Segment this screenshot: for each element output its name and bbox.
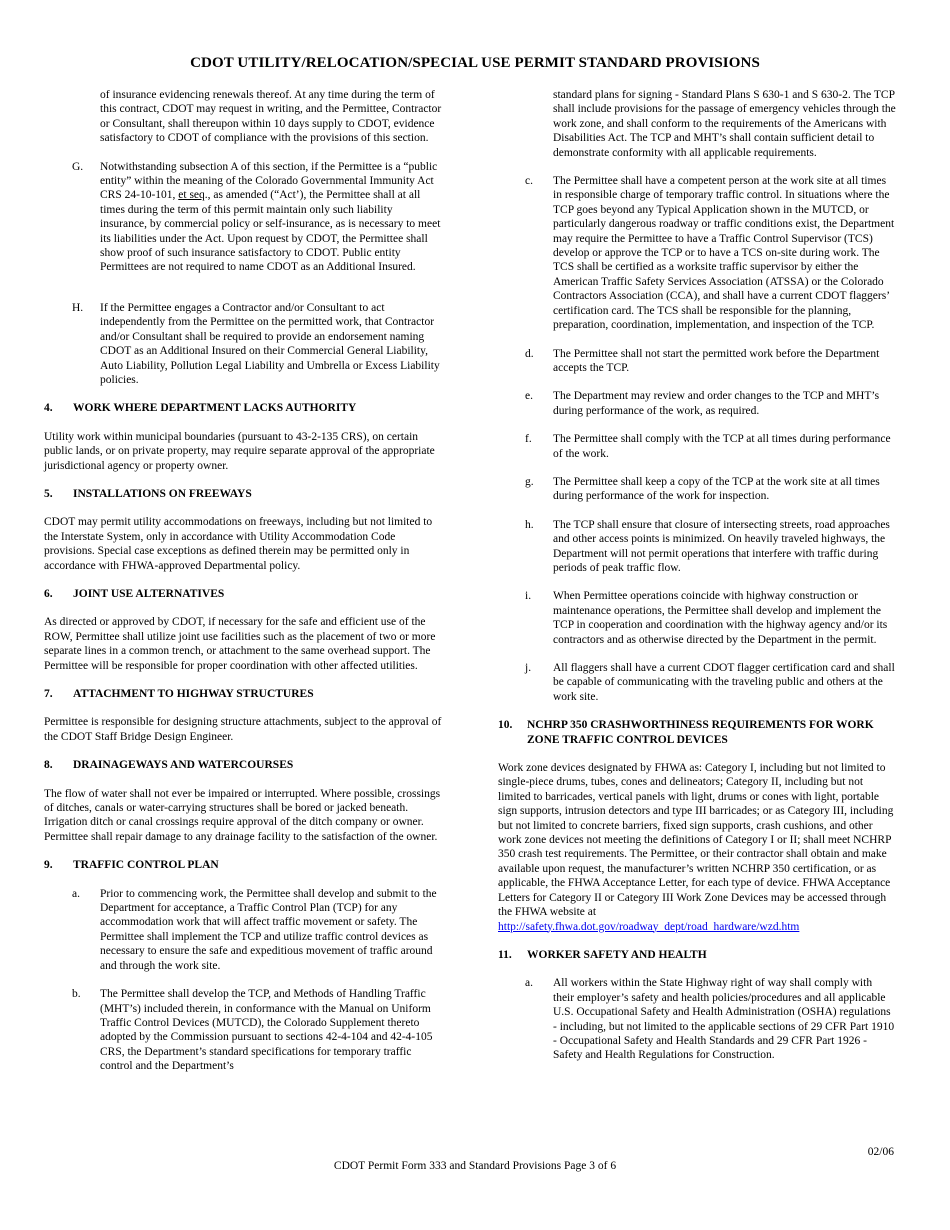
item-text: Notwithstanding subsection A of this section, if the Permittee is a “public entity” within the meaning of the Colorado Governmental Immunity Act CRS 24-10-101, et seq., as amended (“Act’), the Permittee shall at all times during the term of this permit maintain only such liability insurance, by commercial policy or self-insurance, as is necessary to meet its liabilities under the Act. Upon request by CDOT, the Permittee shall show proof of such insurance satisfactory to CDOT. Public entity Permittees are not required to name CDOT as an Additional Insured. [100, 160, 441, 274]
item-label: G. [72, 160, 84, 173]
item-label: c. [525, 175, 533, 188]
section-text-8: The flow of water shall not ever be impaired or interrupted. Where possible, crossings of ditches, canals or water-carrying structures shall be bored or jacked beneath. Irrigation ditch or canal crossings require approval of the ditch company or owner. Permittee shall repair damage to any drainage facility to the satisfaction of the owner. [44, 787, 441, 843]
tcp-item-b [44, 987, 442, 1073]
item-text: The Permittee shall not start the permitted work before the Department accepts the TCP. [553, 347, 880, 374]
section-text-5: CDOT may permit utility accommodations on freeways, including but not limited to the Interstate System, only in accordance with Utility Accommodation Code provisions. Special case exceptions as defined therein may be permitted only in accordance with FHWA-approved Departmental policy. [44, 516, 433, 572]
item-label: i. [525, 590, 532, 603]
tcp-item-g [498, 475, 896, 504]
tcp-item-c [498, 174, 896, 332]
tcp-item-h [498, 518, 896, 576]
page-title: CDOT UTILITY/RELOCATION/SPECIAL USE PERMIT STANDARD PROVISIONS [190, 55, 760, 71]
section-text-4: Utility work within municipal boundaries (pursuant to 43-2-135 CRS), on certain public lands, or on private property, may require separate approval of the appropriate jurisdictional agency or property owner. [44, 430, 435, 472]
item-label: e. [525, 390, 533, 403]
item-label: f. [525, 433, 532, 446]
item-text: The Permittee shall keep a copy of the TCP at the work site at all times during performance of the work for inspection. [553, 475, 880, 503]
item-text: The TCP shall ensure that closure of intersecting streets, road approaches and other access points is minimized. On heavily traveled highways, the Department will not permit operations that interfere with traffic during periods of peak traffic flow. [553, 518, 890, 574]
tcp-item-e [498, 389, 896, 418]
insurance-item-h [44, 301, 442, 387]
item-label: g. [525, 475, 534, 488]
item-text: The Permittee shall have a competent person at the work site at all times in responsible charge of temporary traffic control. In situations where the TCP goes beyond any Typical Application shown in the MUTCD, or particularly dangerous roadway or traffic conditions exist, the Department may require the Permittee to have a Traffic Control Supervisor (TCS) develop or approve the TCP or to have a TCS on-site during work. The TCS shall be certified as a worksite traffic supervisor by either the American Traffic Safety Services Association (ATSSA) or the Colorado Contractors Association (CCA), and shall have a current CDOT flaggers’ certification card. The TCS shall be responsible for the planning, preparation, coordination, implementation, and inspection of the TCP. [553, 175, 895, 332]
item-text: The Department may review and order changes to the TCP and MHT’s during performance of the work, as required. [553, 390, 880, 417]
section-heading-9: 9. TRAFFIC CONTROL PLAN [44, 859, 219, 872]
et-seq-underlined: et seq [178, 189, 205, 202]
section-heading-7: 7. ATTACHMENT TO HIGHWAY STRUCTURES [44, 688, 314, 700]
item-label: b. [72, 988, 81, 1001]
item-label: H. [72, 301, 84, 314]
section-heading-10: 10. NCHRP 350 CRASHWORTHINESS REQUIREMENTS FOR WORK ZONE TRAFFIC CONTROL DEVICES [498, 719, 874, 746]
section-text-7: Permittee is responsible for designing structure attachments, subject to the approval of the CDOT Staff Bridge Design Engineer. [44, 716, 442, 743]
item-text: All workers within the State Highway right of way shall comply with their employer’s safety and health policies/procedures and all applicable U.S. Occupational Safety and Health Administration (OSHA) regulations - including, but not limited to the applicable sections of 29 CFR Part 1910 - Occupational Safety and Health Standards and 29 CFR Part 1926 - Safety and Health Regulations for Construction. [553, 977, 895, 1062]
tcp-item-j [498, 661, 896, 704]
insurance-continuation: of insurance evidencing renewals thereof. At any time during the term of this contract, CDOT may request in writing, and the Permittee, Contractor or Consultant, shall thereupon within 10 days supply to CDOT, evidence satisfactory to CDOT of compliance with the provisions of this section. [100, 89, 442, 145]
item-text: Prior to commencing work, the Permittee shall develop and submit to the Department for acceptance, a Traffic Control Plan (TCP) for any accommodation work that will affect traffic movement or safety. The Permittee shall implement the TCP and utilize traffic control devices as necessary to ensure the safe and expeditious movement of traffic around and through the work site. [100, 887, 437, 972]
section-heading-6: 6. JOINT USE ALTERNATIVES [44, 587, 225, 600]
item-text: All flaggers shall have a current CDOT flagger certification card and shall be capable of communicating with the traveling public and others at the work site. [553, 662, 895, 703]
fhwa-website-link[interactable]: http://safety.fhwa.dot.gov/roadway_dept/road_hardware/wzd.htm [498, 920, 800, 933]
item-label: j. [525, 662, 532, 674]
item-text: The Permittee shall develop the TCP, and Methods of Handling Traffic (MHT’s) included therein, in conformance with the Manual on Uniform Traffic Control Devices (MUTCD), the Colorado Supplement thereto adopted by the Commission pursuant to sections 42-4-104 and 42-4-105 CRS, the Department’s standard specifications for temporary traffic control and the Department’s [100, 988, 433, 1073]
item-text: The Permittee shall comply with the TCP at all times during performance of the work. [553, 433, 891, 460]
item-label: d. [525, 347, 534, 360]
item-label: a. [72, 887, 80, 900]
item-label: h. [525, 518, 534, 531]
section-heading-5: 5. INSTALLATIONS ON FREEWAYS [44, 487, 252, 500]
page-footer: CDOT Permit Form 333 and Standard Provisions Page 3 of 6 [333, 1160, 617, 1172]
section-heading-4: 4. WORK WHERE DEPARTMENT LACKS AUTHORITY [44, 402, 357, 415]
item-text: If the Permittee engages a Contractor and/or Consultant to act independently from the Permittee on the permitted work, that Contractor and/or Consultant shall be required to provide an endorsement naming CDOT as an Additional Insured on their Commercial General Liability, Auto Liability, Pollution Legal Liability and Umbrella or Excess Liability policies. [100, 301, 440, 386]
tcp-item-f [498, 432, 896, 461]
left-column [44, 88, 442, 1074]
section-text-6: As directed or approved by CDOT, if necessary for the safe and efficient use of the ROW, Permittee shall utilize joint use facilities such as the placement of two or more separate lines in a common trench, or attachment to the same overhead support. The Permittee will be responsible for proper coordination with other affected utilities. [44, 616, 436, 672]
section-heading-8: 8. DRAINAGEWAYS AND WATERCOURSES [44, 759, 294, 772]
item-text: When Permittee operations coincide with highway construction or maintenance operations, the Permittee shall develop and implement the TCP in cooperation and coordination with the highway agency and/or its contractors and as otherwise directed by the Department in the permit. [553, 590, 888, 646]
revision-date: 02/06 [867, 1146, 894, 1158]
insurance-item-g [44, 160, 442, 275]
right-column [498, 88, 896, 1063]
item-label: a. [525, 977, 533, 990]
section-text-10: Work zone devices designated by FHWA as: Category I, including but not limited to single-piece drums, tubes, cones and delineators; Category II, including but not limited to barricades, vertical panels with light, drums or cones with light, portable sign supports, intrusion detectors and type III barricades; or as Category III, including but not limited to concrete barriers, fixed sign supports, crash cushions, and other work zone devices not meeting the definitions of Category I or II; shall meet NCHRP 350 crash test requirements. The Permittee, or their contractor shall obtain and make available upon request, the manufacturer’s written NCHRP 350 certification, or as applicable, the FHWA Acceptance Letter, for each type of device. FHWA Acceptance Letters for Category II or Category III Work Zone Devices may be accessed through the FHWA website at http://safety.fhwa.dot.gov/roadway_dept/road_hardware/wzd.htm [498, 762, 894, 933]
worker-safety-item-a [498, 976, 896, 1062]
section-heading-11: 11. WORKER SAFETY AND HEALTH [498, 948, 707, 961]
tcp-item-i [498, 589, 896, 647]
tcp-continuation: standard plans for signing - Standard Plans S 630-1 and S 630-2. The TCP shall include provisions for the passage of emergency vehicles through the work zone, and shall conform to the requirements of the Americans with Disabilities Act. The TCP and MHT’s shall contain sufficient detail to demonstrate conformity with all applicable requirements. [553, 89, 896, 159]
tcp-item-a [44, 887, 442, 973]
tcp-item-d [498, 347, 896, 376]
